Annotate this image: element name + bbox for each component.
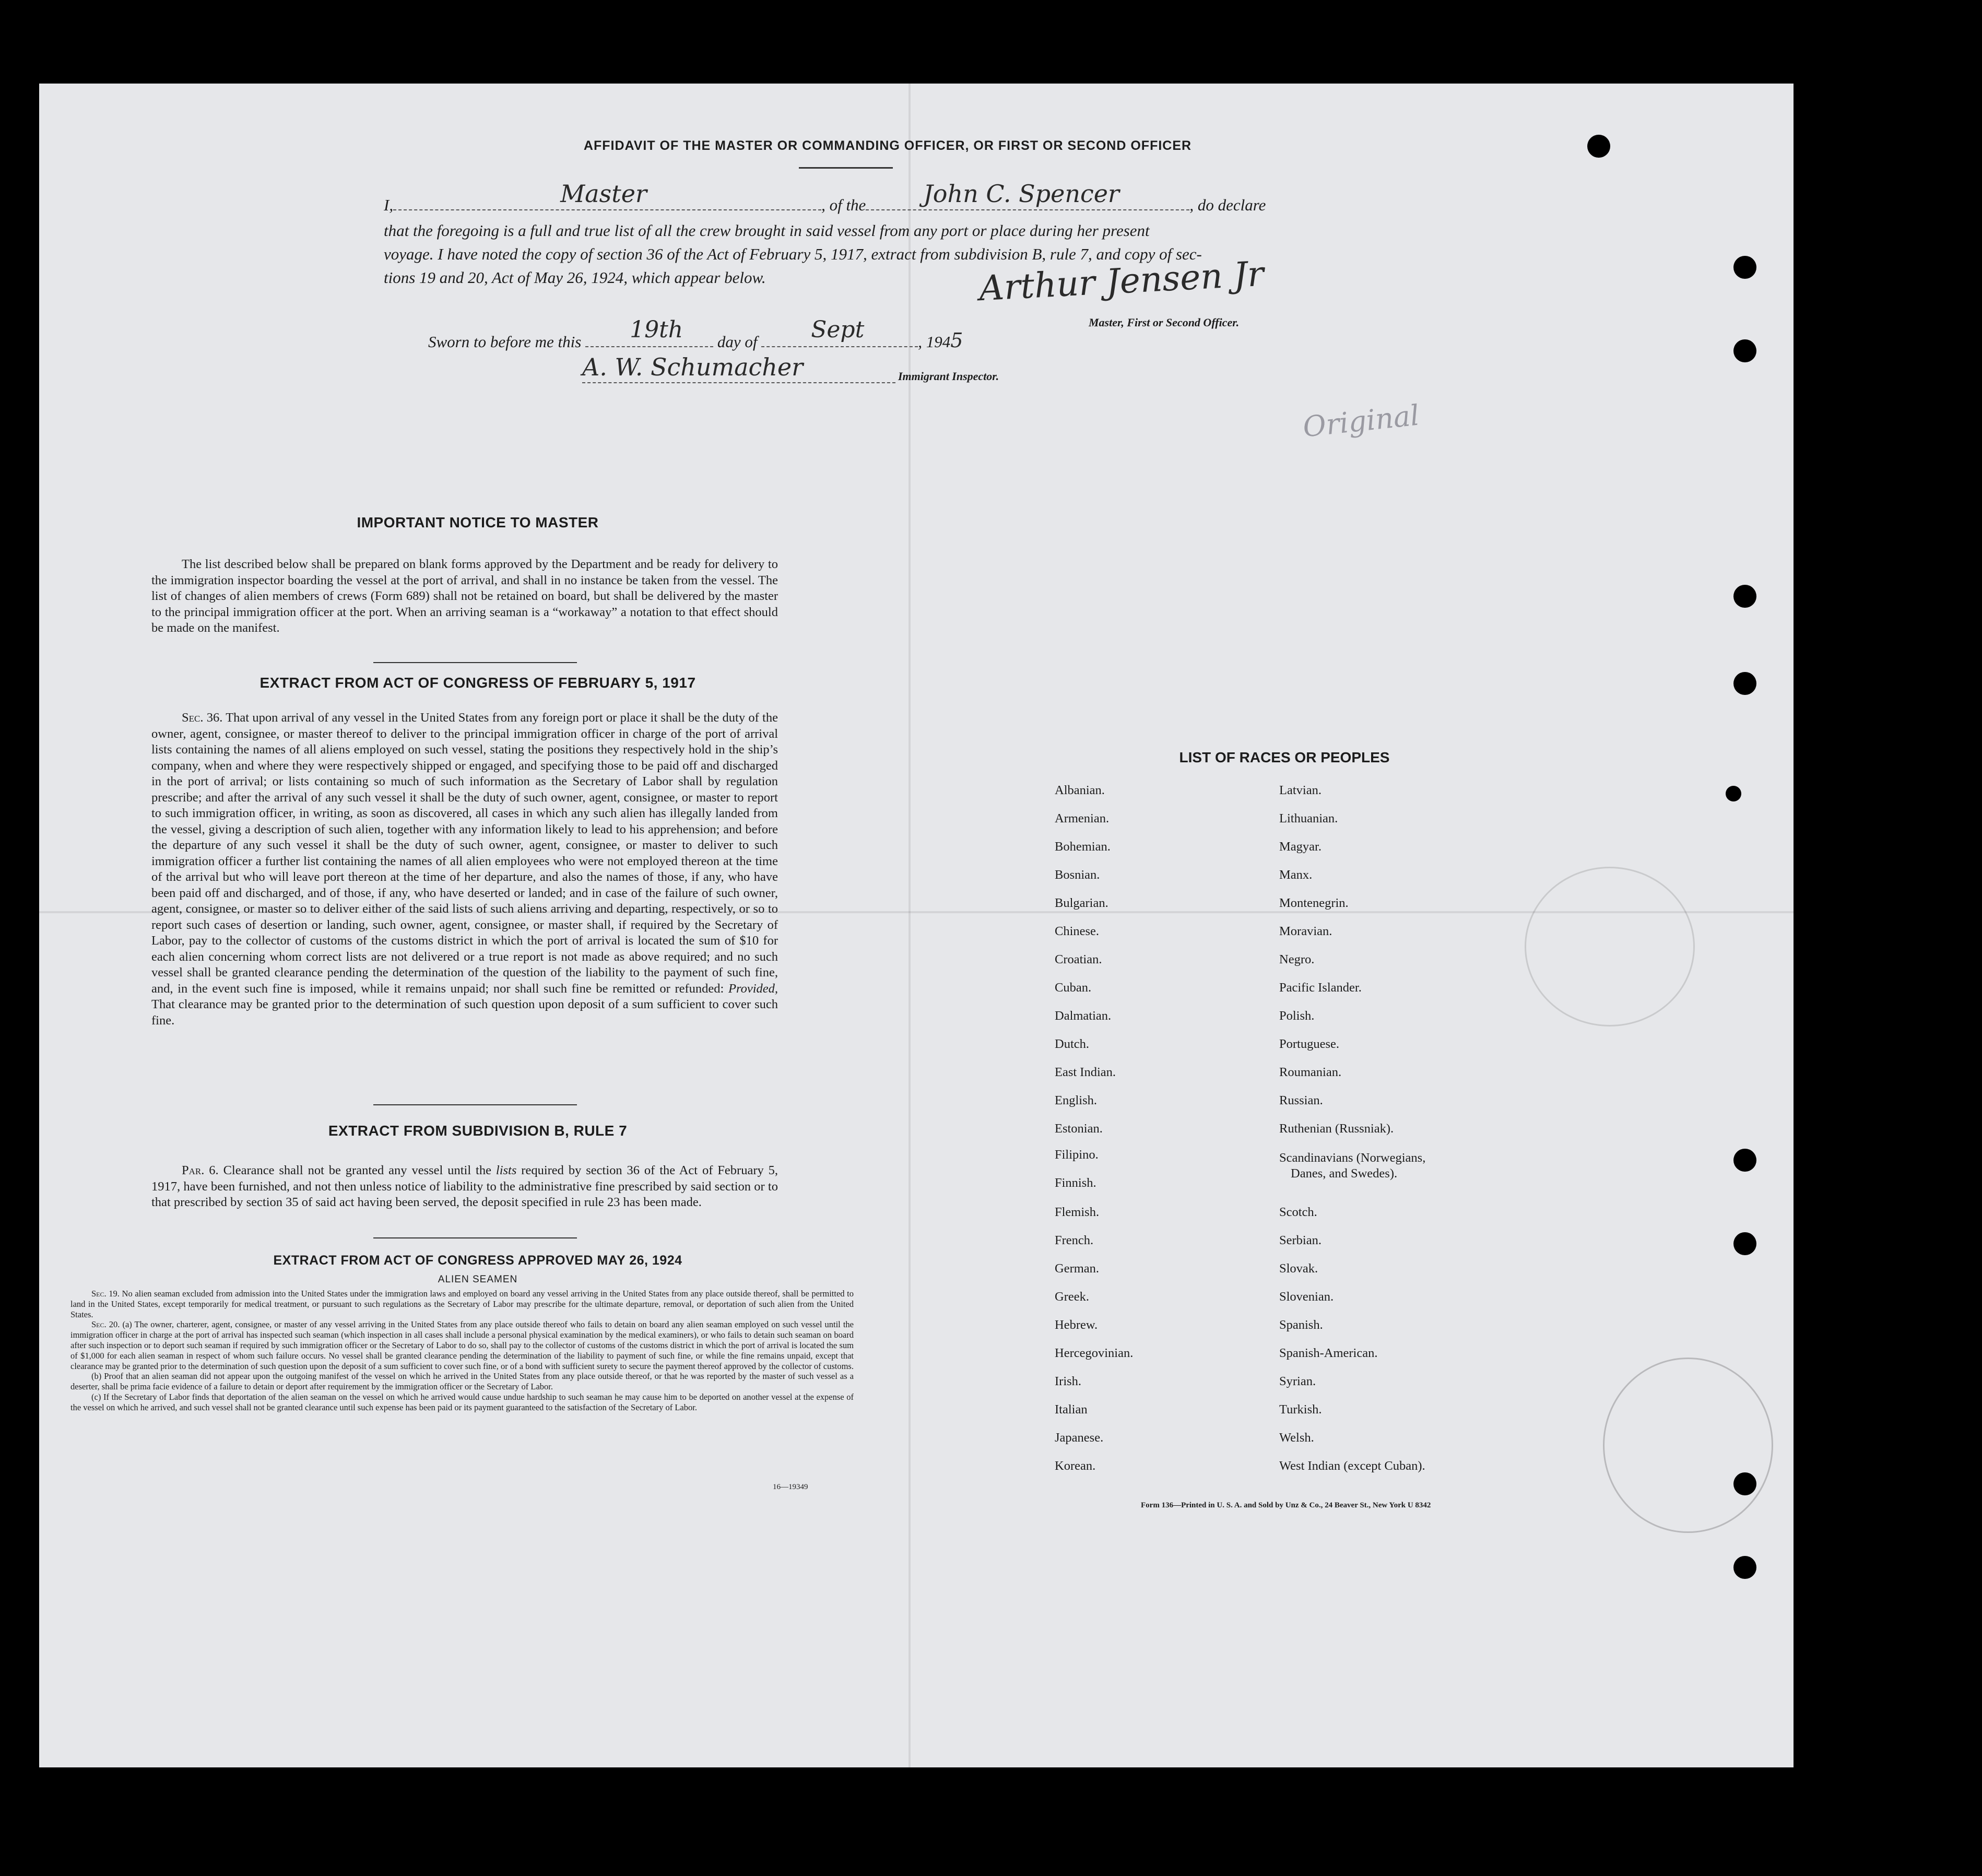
race-item: Dalmatian. <box>1055 1009 1112 1023</box>
punch-hole <box>1587 135 1610 158</box>
section-20c: (c) If the Secretary of Labor finds that deportation of the alien seaman on the vessel on which he arrived would cause undue hardship to such seaman he may cause him to be deported on another vessel at the expense of the vessel on which he arrived, and such vessel shall not be granted clearance until such expense has been paid or its payment guaranteed to the satisfaction of the Secretary of Labor. <box>70 1391 854 1412</box>
declaration-line-3: voyage. I have noted the copy of section 36 of the Act of February 5, 1917, extract from subdivision B, rule 7, and copy of sec- <box>384 245 1202 263</box>
race-item: Ruthenian (Russniak). <box>1279 1122 1394 1136</box>
race-item: Latvian. <box>1279 783 1322 797</box>
title-rule <box>799 167 893 169</box>
extract-1924-text <box>70 1289 854 1413</box>
section-36-label: Sec. 36. <box>182 711 223 725</box>
section-20b: (b) Proof that an alien seaman did not appear upon the outgoing manifest of the vessel on which he arrived in the United States from any place outside thereof, or that he was reported by the master of such vessel as a deserter, shall be prima facie evidence of a failure to detain or deport after requirement by the immigration officer or the Secretary of Labor. <box>70 1371 854 1392</box>
race-item: Scandinavians (Norwegians, <box>1279 1151 1426 1165</box>
section-36-body: That upon arrival of any vessel in the United States from any foreign port or place it shall be the duty of the owner, agent, consignee, or master thereof to deliver to the principal immigration officer in charge of the port of arrival lists containing the names of all aliens employed on such vessel, stating the positions they respectively hold in the ship’s company, when and where they were respectively shipped or engaged, and specifying those to be paid off and discharged in the port of arrival; or lists containing so much of such information as the Secretary of Labor shall by regulation prescribe; and after the arrival of any such vessel it shall be the duty of such owner, agent, consignee, or master to report to such immigration officer, in writing, as soon as discovered, all cases in which any such alien has illegally landed from the vessel, giving a description of such alien, together with any information likely to lead to his apprehension; and before the departure of any such vessel it shall be the duty of such owner, agent, consignee, or master to deliver to such immigration officer a further list containing the names of all alien employees who were not employed thereon at the time of the arrival but who will leave port thereon at the time of her departure, and also the names of those, if any, who have been paid off and discharged, and of those, if any, who have deserted or landed; and in case of the failure of such owner, agent, consignee, or master so to deliver either of the said lists of such aliens arriving and departing, respectively, or so to report such cases of desertion or landing, such owner, agent, consignee, or master shall, if required by the Secretary of Labor, pay to the collector of customs of the customs district in which the port of arrival is located the sum of $10 for each alien concerning whom correct lists are not delivered or a true report is not made as above required; and no such vessel shall be granted clearance pending the determination of the question of the liability to the payment of such fine, and, in the event such fine is imposed, while it remains unpaid; nor shall such fine be remitted or refunded: <box>151 711 778 996</box>
inspector-caption: Immigrant Inspector. <box>898 370 999 383</box>
race-item: East Indian. <box>1055 1065 1116 1079</box>
race-item: Chinese. <box>1055 924 1100 938</box>
form-number-code: 16—19349 <box>773 1483 808 1491</box>
section-19 <box>70 1289 854 1319</box>
affidavit-title: AFFIDAVIT OF THE MASTER OR COMMANDING OFFICER, OR FIRST OR SECOND OFFICER <box>583 138 1192 153</box>
notice-title: IMPORTANT NOTICE TO MASTER <box>357 514 599 530</box>
officer-title-field <box>393 180 821 210</box>
race-item: Polish. <box>1279 1009 1315 1023</box>
vessel-name-field <box>866 180 1189 210</box>
race-item: Croatian. <box>1055 952 1102 966</box>
race-item: Spanish. <box>1279 1318 1323 1332</box>
race-item: Irish. <box>1055 1374 1082 1388</box>
notice-rule <box>373 662 577 663</box>
race-item: Lithuanian. <box>1279 811 1338 825</box>
signature-caption: Master, First or Second Officer. <box>1089 316 1240 329</box>
race-item: Roumanian. <box>1279 1065 1342 1079</box>
race-item: Bohemian. <box>1055 840 1111 854</box>
rule7-text-a: Clearance shall not be granted any vessel until the <box>223 1163 491 1177</box>
rule7-text-b: required by section 36 of the Act of February 5, 1917, have been furnished, and not then unless notice of liability to the administrative fine prescribed by said section or to that prescribed by section 35 of said act having been served, the deposit specified in rule 23 has been made. <box>151 1163 778 1209</box>
extract-1917-rule <box>373 1104 577 1105</box>
race-item: Dutch. <box>1055 1037 1089 1051</box>
sworn-month-field <box>761 316 918 347</box>
form-printer-line: Form 136—Printed in U. S. A. and Sold by Unz & Co., 24 Beaver St., New York U 8342 <box>1141 1501 1431 1509</box>
race-item: Turkish. <box>1279 1402 1322 1417</box>
punch-hole <box>1733 672 1756 695</box>
race-item: German. <box>1055 1261 1100 1276</box>
alien-seamen-subtitle: ALIEN SEAMEN <box>438 1274 518 1285</box>
extract-1917-title: EXTRACT FROM ACT OF CONGRESS OF FEBRUARY 5, 1917 <box>259 675 696 691</box>
punch-hole <box>1733 1232 1756 1255</box>
race-item: Finnish. <box>1055 1176 1096 1190</box>
race-item: Spanish-American. <box>1279 1346 1378 1360</box>
punch-hole <box>1733 339 1756 362</box>
races-right-column <box>1279 783 1540 1598</box>
original-pencil-note: Original <box>1301 398 1421 444</box>
race-item: Negro. <box>1279 952 1315 966</box>
race-item: Pacific Islander. <box>1279 981 1362 995</box>
races-left-column <box>1055 783 1211 1598</box>
punch-hole <box>1733 1472 1756 1495</box>
extract-rule7-text <box>151 1163 778 1211</box>
punch-hole <box>1733 1149 1756 1172</box>
extract-rule7-title: EXTRACT FROM SUBDIVISION B, RULE 7 <box>328 1123 628 1139</box>
race-item: Syrian. <box>1279 1374 1316 1388</box>
inspector-signature: A. W. Schumacher <box>582 353 804 381</box>
par-6-label: Par. 6. <box>182 1163 219 1177</box>
races-title: LIST OF RACES OR PEOPLES <box>1179 749 1390 765</box>
punch-hole <box>1733 1556 1756 1579</box>
race-item: Korean. <box>1055 1459 1096 1473</box>
race-item: Greek. <box>1055 1290 1089 1304</box>
race-item: Serbian. <box>1279 1233 1322 1247</box>
race-item: Bulgarian. <box>1055 896 1108 910</box>
sworn-month-handwritten: Sept <box>811 316 865 343</box>
embossed-seal <box>1525 867 1695 1027</box>
race-item: Manx. <box>1279 868 1313 882</box>
officer-title-handwritten: Master <box>560 180 647 208</box>
declaration-line-2: that the foregoing is a full and true list of all the crew brought in said vessel from any port or place during her present <box>384 221 1150 240</box>
race-item: French. <box>1055 1233 1094 1247</box>
affidavit-sheet <box>39 84 1794 1767</box>
race-item: Albanian. <box>1055 783 1105 797</box>
race-item: Bosnian. <box>1055 868 1100 882</box>
punch-hole <box>1726 786 1741 801</box>
declaration-i: I, <box>384 196 394 214</box>
race-item: Italian <box>1055 1402 1088 1417</box>
sworn-day-handwritten: 19th <box>630 316 683 343</box>
race-item: Filipino. <box>1055 1148 1099 1162</box>
extract-rule7-rule <box>373 1237 577 1238</box>
declaration-do-declare: , do declare <box>1189 196 1266 214</box>
declaration-line-1 <box>384 180 1418 217</box>
race-item: Scotch. <box>1279 1205 1317 1219</box>
proviso-label: Provided, <box>728 981 778 996</box>
race-item: Armenian. <box>1055 811 1110 825</box>
race-item: Slovak. <box>1279 1261 1318 1276</box>
race-item: Hebrew. <box>1055 1318 1098 1332</box>
master-signature: Arthur Jensen Jr <box>978 253 1265 309</box>
section-20a <box>70 1319 854 1371</box>
punch-hole <box>1733 256 1756 279</box>
race-item: Magyar. <box>1279 840 1322 854</box>
race-item: Cuban. <box>1055 981 1092 995</box>
race-item: Welsh. <box>1279 1431 1314 1445</box>
proviso-text: That clearance may be granted prior to the determination of such question upon deposit of a sum sufficient to cover such fine. <box>151 997 778 1028</box>
declaration-of-the: , of the <box>821 196 866 214</box>
sworn-prefix: Sworn to before me this <box>428 333 582 351</box>
rule7-lists-word: lists <box>495 1163 517 1177</box>
race-item: Moravian. <box>1279 924 1332 938</box>
race-item: Hercegovinian. <box>1055 1346 1134 1360</box>
race-item: Portuguese. <box>1279 1037 1339 1051</box>
punch-hole <box>1733 585 1756 608</box>
race-item: English. <box>1055 1093 1097 1107</box>
race-item: West Indian (except Cuban). <box>1279 1459 1425 1473</box>
section-19-text: No alien seaman excluded from admission into the United States under the immigration laws and employed on board any vessel arriving in the United States from any place outside thereof, shall be permitted to land in the United States, except temporarily for medical treatment, or pursuant to such regulations as the Secretary of Labor may prescribe for the ultimate departure, removal, or deportation of such alien from the United States. <box>70 1289 854 1319</box>
sworn-day-of: day of <box>717 333 758 351</box>
extract-1917-text <box>151 710 778 1029</box>
race-item: Montenegrin. <box>1279 896 1349 910</box>
sworn-day-field <box>585 316 713 347</box>
vessel-name-handwritten: John C. Spencer <box>923 180 1119 208</box>
inspector-signature-field <box>582 353 895 383</box>
extract-1924-title: EXTRACT FROM ACT OF CONGRESS APPROVED MAY 26, 1924 <box>273 1253 682 1268</box>
embossed-seal <box>1603 1358 1773 1533</box>
section-19-label: Sec. 19. <box>91 1289 120 1299</box>
race-item: Danes, and Swedes). <box>1291 1166 1398 1181</box>
notice-text: The list described below shall be prepared on blank forms approved by the Department and be ready for delivery to the immigration inspector boarding the vessel at the port of arrival, and shall in no instance be taken from the vessel. The list of changes of alien members of crews (Form 689) shall not be retained on board, but shall be delivered by the master to the principal immigration officer at the port. When an arriving seaman is a “workaway” a notation to that effect should be made on the manifest. <box>151 557 778 635</box>
race-item: Flemish. <box>1055 1205 1100 1219</box>
declaration-line-4: tions 19 and 20, Act of May 26, 1924, which appear below. <box>384 268 766 287</box>
race-item: Estonian. <box>1055 1122 1103 1136</box>
race-item: Slovenian. <box>1279 1290 1334 1304</box>
sworn-year-digit: 5 <box>950 329 963 352</box>
race-item: Japanese. <box>1055 1431 1104 1445</box>
section-20-label: Sec. 20. <box>91 1319 120 1330</box>
sworn-year-prefix: , 194 <box>918 333 951 351</box>
race-item: Russian. <box>1279 1093 1323 1107</box>
section-20a-text: (a) The owner, charterer, agent, consignee, or master of any vessel arriving in the United States from any place outside thereof who fails to detain on board any alien seaman employed on such vessel until the immigration officer in charge at the port of arrival has inspected such seaman (which inspection in all cases shall include a personal physical examination by the medical examiners), or who fails to detain such seaman on board after such inspection or to deport such seaman if required by such immigration officer or the Secretary of Labor to do so, shall pay to the collector of customs of the customs district in which the port of arrival is located the sum of $1,000 for each alien seaman in respect of whom such failure occurs. No vessel shall be granted clearance pending the determination of the liability to payment of such fine, or while the fine remains unpaid, except that clearance may be granted prior to the determination of such question upon the deposit of a sum sufficient to cover such fine, or of a bond with sufficient surety to secure the payment thereof approved by the collector of customs. <box>70 1319 854 1371</box>
